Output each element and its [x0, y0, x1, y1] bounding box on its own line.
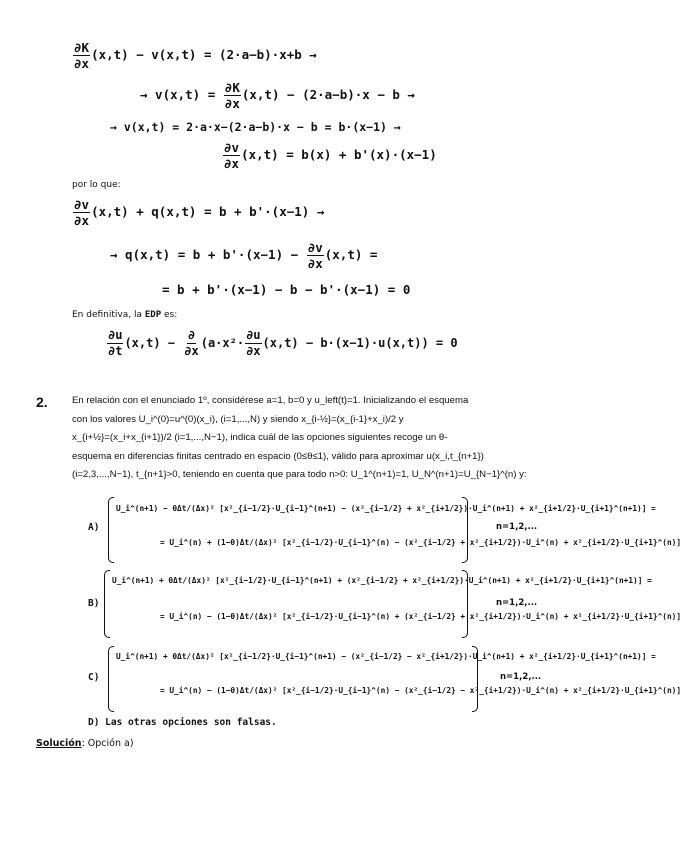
option-a-brace-right [462, 497, 468, 563]
derivation-line-7: = b + b'·(x−1) − b − b'·(x−1) = 0 [162, 282, 411, 297]
derivation-line-2: → v(x,t) = $\frac{\partial K}{\partial x}$ (x,t) − (2·a−b)·x − b → [140, 80, 415, 111]
partial-fraction: $\frac{\partial v}{\partial x}$ [224, 140, 240, 171]
option-b-label: B) [88, 598, 100, 609]
option-b-row-2: = U_i^(n) − (1−θ)Δt/(Δx)² [x²_{i−1/2}·U_{i−1}^(n) + (x²_{i−1/2} + x²_{i+1/2})·U_i^(n) + x²_{i+1/2}·U_{i+1}^(n)] [160, 612, 681, 621]
option-b-range: n=1,2,... [496, 598, 538, 608]
partial-fraction: $\frac{\partial}{\partial x}$ [184, 328, 199, 358]
statement-line: con los valores U_i^(0)=u^(0)(x_i), (i=1,...,N) y siendo x_{i-½}=(x_{i-1}+x_i)/2 y [72, 413, 404, 425]
solution-label: Solución [36, 738, 82, 749]
partial-fraction: $\frac{\partial K}{\partial x}$ [224, 80, 240, 111]
problem-number: 2. [36, 394, 48, 410]
en-definitiva-text: En definitiva, la EDP es: [72, 310, 178, 320]
derivation-line-4: $\frac{\partial v}{\partial x}$ (x,t) = b(x) + b'(x)·(x−1) [224, 140, 437, 171]
derivation-line-5: $\frac{\partial v}{\partial x}$ (x,t) + q(x,t) = b + b'·(x−1) → [74, 197, 325, 228]
option-b-brace-right [462, 570, 468, 638]
option-c-brace-right [472, 646, 478, 712]
statement-line: En relación con el enunciado 1º, considérese a=1, b=0 y u_left(t)=1. Inicializando el esquema [72, 395, 469, 406]
partial-fraction: $\frac{\partial K}{\partial x}$ [74, 40, 90, 71]
derivation-line-3: → v(x,t) = 2·a·x−(2·a−b)·x − b = b·(x−1) → [110, 120, 401, 134]
problem-statement [72, 392, 567, 485]
option-a-label: A) [88, 522, 100, 533]
partial-fraction: $\frac{\partial u}{\partial t}$ [108, 328, 123, 358]
partial-fraction: $\frac{\partial v}{\partial x}$ [307, 240, 323, 271]
option-d: D) Las otras opciones son falsas. [88, 717, 277, 728]
statement-line: x_{i+½}=(x_i+x_{i+1})/2 (i=1,...,N−1), indica cuál de las opciones siguientes recoge un θ- [72, 432, 448, 443]
partial-fraction: $\frac{\partial v}{\partial x}$ [74, 197, 90, 228]
solution-text: : Opción a) [81, 738, 134, 749]
option-c-row-2: = U_i^(n) − (1−θ)Δt/(Δx)² [x²_{i−1/2}·U_{i−1}^(n) − (x²_{i−1/2} − x²_{i+1/2})·U_i^(n) + x²_{i+1/2}·U_{i+1}^(n)] [160, 686, 681, 695]
option-a-brace-left [108, 497, 114, 563]
option-a-range: n=1,2,... [496, 522, 538, 532]
edp-equation: $\frac{\partial u}{\partial t}$ (x,t) − $\frac{\partial}{\partial x}$ (a·x²· $\frac{\partial u}{\partial x}$ (x,t) − b·(x−1)·u(x,t)) = 0 [108, 328, 458, 358]
option-a-row-1: U_i^(n+1) − θΔt/(Δx)² [x²_{i−1/2}·U_{i−1}^(n+1) − (x²_{i−1/2} + x²_{i+1/2})·U_i^(n+1) + x²_{i+1/2}·U_{i+1}^(n+1)] = [116, 504, 656, 513]
derivation-line-1: $\frac{\partial K}{\partial x}$ (x,t) − v(x,t) = (2·a−b)·x+b → [74, 40, 317, 71]
solution-line [36, 738, 134, 749]
statement-line: (i=2,3,...,N−1), t_{n+1}>0, teniendo en cuenta que para todo n>0: U_1^(n+1)=1, U_N^(n+1)=U_{N−1}^(n) y: [72, 469, 527, 480]
derivation-line-6: → q(x,t) = b + b'·(x−1) − $\frac{\partial v}{\partial x}$ (x,t) = [110, 240, 378, 271]
option-c-brace-left [108, 646, 114, 712]
partial-fraction: $\frac{\partial u}{\partial x}$ [246, 328, 261, 358]
option-c-row-1: U_i^(n+1) + θΔt/(Δx)² [x²_{i−1/2}·U_{i−1}^(n+1) − (x²_{i−1/2} − x²_{i+1/2})·U_i^(n+1) + x²_{i+1/2}·U_{i+1}^(n+1)] = [116, 652, 656, 661]
por-lo-que-text: por lo que: [72, 180, 121, 190]
option-a-row-2: = U_i^(n) + (1−θ)Δt/(Δx)² [x²_{i−1/2}·U_{i−1}^(n) − (x²_{i−1/2} + x²_{i+1/2})·U_i^(n) + x²_{i+1/2}·U_{i+1}^(n)] [160, 538, 681, 547]
option-c-range: n=1,2,... [500, 672, 542, 682]
option-b-row-1: U_i^(n+1) + θΔt/(Δx)² [x²_{i−1/2}·U_{i−1}^(n+1) + (x²_{i−1/2} + x²_{i+1/2})·U_i^(n+1) + x²_{i+1/2}·U_{i+1}^(n+1)] = [112, 576, 652, 585]
option-c-label: C) [88, 672, 100, 683]
statement-line: esquema en diferencias finitas centrado en espacio (0≤θ≤1), válido para aproximar u(x_i,t_{n+1}) [72, 450, 484, 462]
option-b-brace-left [104, 570, 110, 638]
